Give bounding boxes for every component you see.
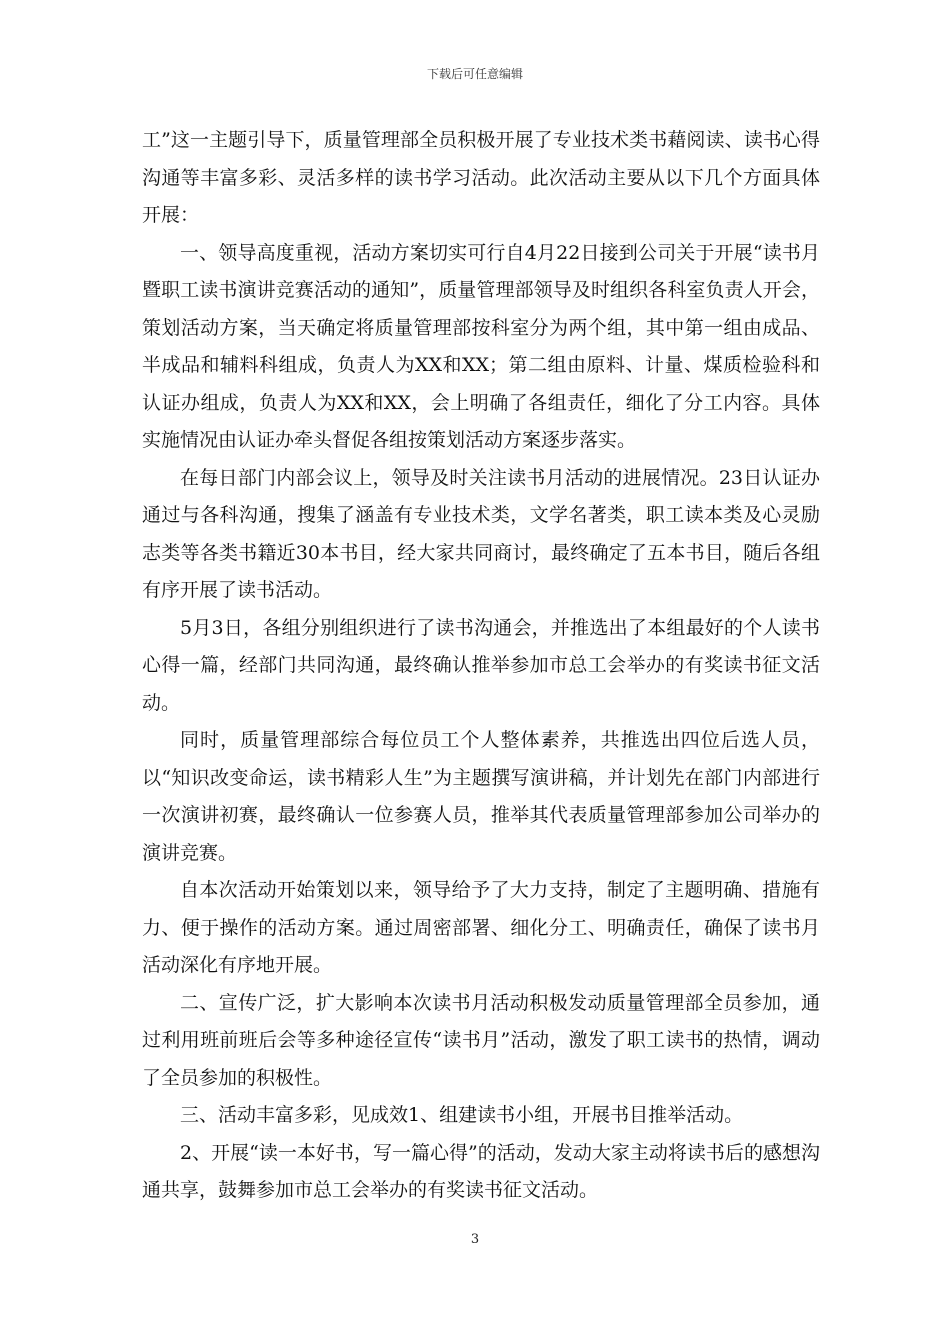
paragraph-continuation: 工”这一主题引导下，质量管理部全员积极开展了专业技术类书藉阅读、读书心得沟通等丰富多彩、灵活多样的读书学习活动。此次活动主要从以下几个方面具体开展： xyxy=(142,129,820,226)
paragraph-leadership: 一、领导高度重视，活动方案切实可行自4月22日接到公司关于开展“读书月暨职工读书演讲竞赛活动的通知”，质量管理部领导及时组织各科室负责人开会，策划活动方案，当天确定将质量管理部按科室分为两个组，其中第一组由成品、半成品和辅料科组成，负责人为XX和XX；第二组由原料、计量、煤质检验科和认证办组成，负责人为XX和XX，会上明确了各组责任，细化了分工内容。具体实施情况由认证办牵头督促各组按策划活动方案逐步落实。 xyxy=(142,241,820,451)
page-header: 下载后可任意编辑 xyxy=(426,67,523,81)
paragraph-support: 自本次活动开始策划以来，领导给予了大力支持，制定了主题明确、措施有力、便于操作的活动方案。通过周密部署、细化分工、明确责任，确保了读书月活动深化有序地开展。 xyxy=(142,879,820,976)
paragraph-good-book: 2、开展“读一本好书，写一篇心得”的活动，发动大家主动将读书后的感想沟通共享，鼓舞参加市总工会举办的有奖读书征文活动。 xyxy=(142,1141,820,1201)
page-number: 3 xyxy=(470,1232,480,1247)
paragraph-publicity: 二、宣传广泛，扩大影响本次读书月活动积极发动质量管理部全员参加，通过利用班前班后会等多种途径宣传“读书月”活动，激发了职工读书的热情，调动了全员参加的积极性。 xyxy=(142,991,820,1089)
paragraph-may-third: 5月3日，各组分别组织进行了读书沟通会，并推选出了本组最好的个人读书心得一篇，经部门共同沟通，最终确认推举参加市总工会举办的有奖读书征文活动。 xyxy=(142,616,820,714)
document-body xyxy=(142,122,820,1210)
paragraph-speech-selection: 同时，质量管理部综合每位员工个人整体素养，共推选出四位后选人员，以“知识改变命运，读书精彩人生”为主题撰写演讲稿，并计划先在部门内部进行一次演讲初赛，最终确认一位参赛人员，推举其代表质量管理部参加公司举办的演讲竞赛。 xyxy=(142,729,820,864)
paragraph-activities: 三、活动丰富多彩，见成效1、组建读书小组，开展书目推举活动。 xyxy=(180,1104,744,1126)
paragraph-daily-meeting: 在每日部门内部会议上，领导及时关注读书月活动的进展情况。23日认证办通过与各科沟通，搜集了涵盖有专业技术类，文学名著类，职工读本类及心灵励志类等各类书籍近30本书目，经大家共同商讨，最终确定了五本书目，随后各组有序开展了读书活动。 xyxy=(142,466,820,601)
